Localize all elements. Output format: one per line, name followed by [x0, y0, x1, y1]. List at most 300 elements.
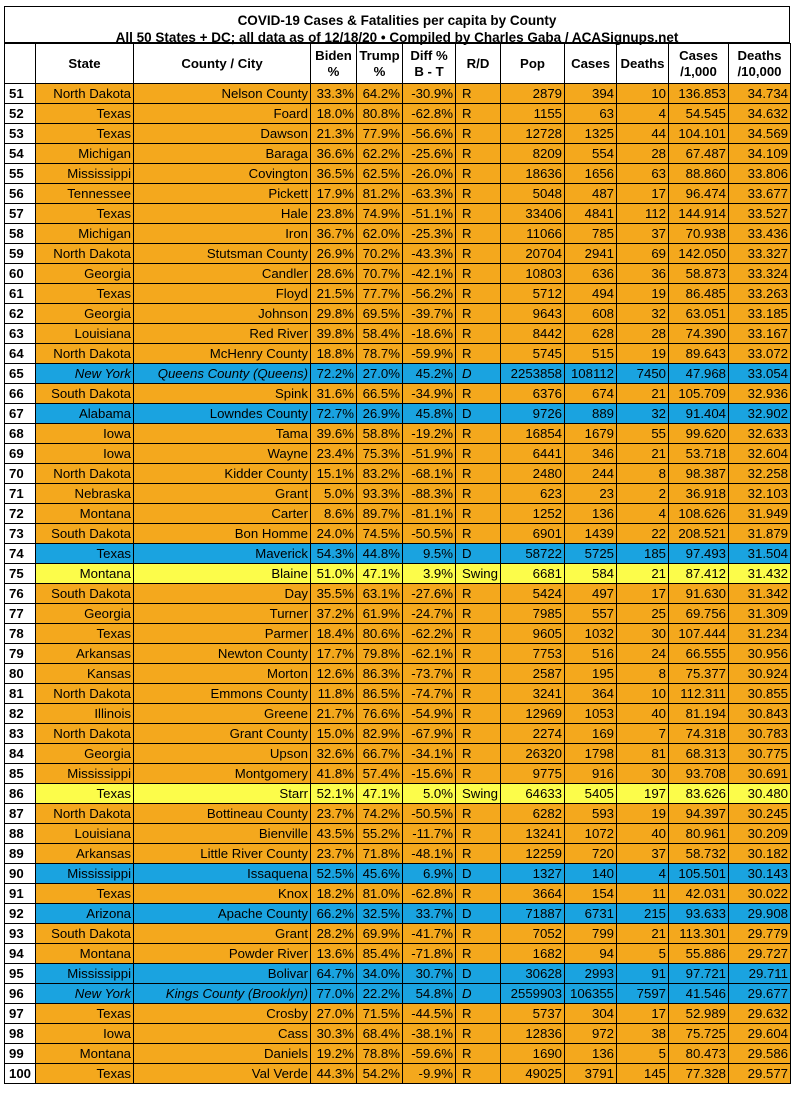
row-pop: 30628 [501, 964, 565, 984]
row-party: R [456, 844, 501, 864]
row-deaths-per-10000: 30.022 [729, 884, 791, 904]
row-party: R [456, 684, 501, 704]
row-pop: 11066 [501, 224, 565, 244]
row-pop: 3664 [501, 884, 565, 904]
row-state: Mississippi [36, 764, 134, 784]
row-county: Montgomery [134, 764, 311, 784]
row-deaths-per-10000: 32.902 [729, 404, 791, 424]
row-deaths-per-10000: 30.783 [729, 724, 791, 744]
row-diff-pct: -25.6% [403, 144, 456, 164]
row-party: R [456, 704, 501, 724]
row-state: Texas [36, 124, 134, 144]
row-rank: 51 [5, 84, 36, 104]
table-row [5, 1024, 791, 1044]
row-biden-pct: 66.2% [311, 904, 357, 924]
row-county: Apache County [134, 904, 311, 924]
row-cases: 3791 [565, 1064, 617, 1084]
row-state: Louisiana [36, 324, 134, 344]
row-deaths-per-10000: 30.956 [729, 644, 791, 664]
row-state: Montana [36, 1044, 134, 1064]
row-county: Day [134, 584, 311, 604]
row-state: Iowa [36, 444, 134, 464]
row-cases: 5405 [565, 784, 617, 804]
row-biden-pct: 18.2% [311, 884, 357, 904]
row-biden-pct: 77.0% [311, 984, 357, 1004]
row-county: Bon Homme [134, 524, 311, 544]
row-cases-per-1000: 74.390 [669, 324, 729, 344]
row-deaths: 37 [617, 224, 669, 244]
row-cases-per-1000: 55.886 [669, 944, 729, 964]
row-trump-pct: 54.2% [357, 1064, 403, 1084]
row-deaths-per-10000: 31.949 [729, 504, 791, 524]
row-cases-per-1000: 89.643 [669, 344, 729, 364]
table-row [5, 764, 791, 784]
row-deaths: 21 [617, 564, 669, 584]
table-row [5, 264, 791, 284]
row-diff-pct: -11.7% [403, 824, 456, 844]
row-party: D [456, 544, 501, 564]
row-deaths: 36 [617, 264, 669, 284]
row-party: R [456, 264, 501, 284]
row-biden-pct: 15.1% [311, 464, 357, 484]
row-deaths: 38 [617, 1024, 669, 1044]
table-row [5, 604, 791, 624]
row-diff-pct: 5.0% [403, 784, 456, 804]
row-diff-pct: -43.3% [403, 244, 456, 264]
row-state: Georgia [36, 744, 134, 764]
row-pop: 9605 [501, 624, 565, 644]
row-county: Hale [134, 204, 311, 224]
row-deaths-per-10000: 29.632 [729, 1004, 791, 1024]
row-cases-per-1000: 112.311 [669, 684, 729, 704]
row-deaths: 215 [617, 904, 669, 924]
row-trump-pct: 55.2% [357, 824, 403, 844]
row-biden-pct: 23.4% [311, 444, 357, 464]
row-cases-per-1000: 77.328 [669, 1064, 729, 1084]
table-row [5, 224, 791, 244]
row-party: R [456, 824, 501, 844]
row-deaths: 17 [617, 184, 669, 204]
row-deaths: 81 [617, 744, 669, 764]
row-pop: 2587 [501, 664, 565, 684]
row-rank: 95 [5, 964, 36, 984]
row-trump-pct: 71.8% [357, 844, 403, 864]
row-cases: 5725 [565, 544, 617, 564]
row-county: Bienville [134, 824, 311, 844]
row-trump-pct: 82.9% [357, 724, 403, 744]
row-pop: 5712 [501, 284, 565, 304]
row-party: R [456, 764, 501, 784]
row-state: Mississippi [36, 964, 134, 984]
row-pop: 12259 [501, 844, 565, 864]
row-diff-pct: -88.3% [403, 484, 456, 504]
row-county: Daniels [134, 1044, 311, 1064]
row-county: Parmer [134, 624, 311, 644]
table-row [5, 584, 791, 604]
row-deaths: 7 [617, 724, 669, 744]
row-deaths: 44 [617, 124, 669, 144]
row-state: Arkansas [36, 844, 134, 864]
row-state: North Dakota [36, 84, 134, 104]
header-diff: Diff % B - T [403, 44, 456, 84]
row-deaths-per-10000: 33.185 [729, 304, 791, 324]
row-trump-pct: 83.2% [357, 464, 403, 484]
row-state: Montana [36, 504, 134, 524]
row-cases-per-1000: 68.313 [669, 744, 729, 764]
row-rank: 93 [5, 924, 36, 944]
row-deaths-per-10000: 30.182 [729, 844, 791, 864]
row-biden-pct: 18.8% [311, 344, 357, 364]
row-state: Georgia [36, 604, 134, 624]
row-pop: 49025 [501, 1064, 565, 1084]
row-deaths-per-10000: 29.779 [729, 924, 791, 944]
row-biden-pct: 39.6% [311, 424, 357, 444]
row-trump-pct: 78.7% [357, 344, 403, 364]
row-cases: 593 [565, 804, 617, 824]
row-party: R [456, 1044, 501, 1064]
row-party: D [456, 984, 501, 1004]
row-biden-pct: 13.6% [311, 944, 357, 964]
row-deaths: 10 [617, 84, 669, 104]
row-biden-pct: 41.8% [311, 764, 357, 784]
row-deaths: 30 [617, 624, 669, 644]
row-party: R [456, 664, 501, 684]
row-trump-pct: 27.0% [357, 364, 403, 384]
row-pop: 10803 [501, 264, 565, 284]
row-cases-per-1000: 41.546 [669, 984, 729, 1004]
row-county: Knox [134, 884, 311, 904]
row-cases-per-1000: 75.377 [669, 664, 729, 684]
row-party: R [456, 804, 501, 824]
row-county: Bottineau County [134, 804, 311, 824]
row-diff-pct: -27.6% [403, 584, 456, 604]
row-rank: 79 [5, 644, 36, 664]
row-rank: 96 [5, 984, 36, 1004]
row-deaths: 19 [617, 804, 669, 824]
row-biden-pct: 72.2% [311, 364, 357, 384]
row-cases-per-1000: 42.031 [669, 884, 729, 904]
row-trump-pct: 77.7% [357, 284, 403, 304]
row-state: South Dakota [36, 924, 134, 944]
row-deaths-per-10000: 33.436 [729, 224, 791, 244]
row-party: R [456, 1064, 501, 1084]
row-pop: 7753 [501, 644, 565, 664]
row-party: R [456, 204, 501, 224]
row-diff-pct: -68.1% [403, 464, 456, 484]
table-row [5, 964, 791, 984]
row-biden-pct: 52.5% [311, 864, 357, 884]
row-cases: 1325 [565, 124, 617, 144]
row-deaths-per-10000: 34.109 [729, 144, 791, 164]
row-county: Red River [134, 324, 311, 344]
row-trump-pct: 74.2% [357, 804, 403, 824]
row-cases-per-1000: 91.630 [669, 584, 729, 604]
row-pop: 18636 [501, 164, 565, 184]
row-deaths: 28 [617, 144, 669, 164]
row-deaths-per-10000: 30.855 [729, 684, 791, 704]
row-rank: 70 [5, 464, 36, 484]
row-biden-pct: 28.6% [311, 264, 357, 284]
row-deaths: 4 [617, 864, 669, 884]
row-county: Cass [134, 1024, 311, 1044]
row-rank: 60 [5, 264, 36, 284]
header-cases-per-1000: Cases /1,000 [669, 44, 729, 84]
row-diff-pct: -62.8% [403, 884, 456, 904]
row-party: D [456, 364, 501, 384]
row-deaths-per-10000: 32.258 [729, 464, 791, 484]
row-biden-pct: 37.2% [311, 604, 357, 624]
row-pop: 2253858 [501, 364, 565, 384]
row-cases-per-1000: 93.633 [669, 904, 729, 924]
row-deaths: 8 [617, 664, 669, 684]
table-row [5, 904, 791, 924]
row-county: Crosby [134, 1004, 311, 1024]
row-pop: 6441 [501, 444, 565, 464]
table-row [5, 184, 791, 204]
row-pop: 5737 [501, 1004, 565, 1024]
row-rank: 85 [5, 764, 36, 784]
table-row [5, 484, 791, 504]
row-pop: 5424 [501, 584, 565, 604]
row-cases: 2993 [565, 964, 617, 984]
row-state: Tennessee [36, 184, 134, 204]
row-party: R [456, 324, 501, 344]
row-county: McHenry County [134, 344, 311, 364]
row-cases-per-1000: 94.397 [669, 804, 729, 824]
row-rank: 73 [5, 524, 36, 544]
row-biden-pct: 8.6% [311, 504, 357, 524]
row-rank: 77 [5, 604, 36, 624]
row-party: R [456, 1004, 501, 1024]
row-county: Powder River [134, 944, 311, 964]
table-row [5, 1004, 791, 1024]
row-state: Texas [36, 624, 134, 644]
row-state: Texas [36, 884, 134, 904]
row-state: Alabama [36, 404, 134, 424]
row-biden-pct: 52.1% [311, 784, 357, 804]
row-diff-pct: -25.3% [403, 224, 456, 244]
row-state: Montana [36, 944, 134, 964]
row-rank: 91 [5, 884, 36, 904]
row-diff-pct: -56.2% [403, 284, 456, 304]
row-cases-per-1000: 104.101 [669, 124, 729, 144]
row-party: R [456, 384, 501, 404]
row-county: Newton County [134, 644, 311, 664]
row-deaths: 185 [617, 544, 669, 564]
row-county: Bolivar [134, 964, 311, 984]
row-deaths-per-10000: 33.054 [729, 364, 791, 384]
row-diff-pct: 45.8% [403, 404, 456, 424]
row-party: R [456, 484, 501, 504]
row-deaths: 11 [617, 884, 669, 904]
row-cases: 1053 [565, 704, 617, 724]
row-cases-per-1000: 54.545 [669, 104, 729, 124]
row-deaths-per-10000: 29.677 [729, 984, 791, 1004]
table-row [5, 104, 791, 124]
row-diff-pct: -59.6% [403, 1044, 456, 1064]
row-party: D [456, 864, 501, 884]
row-pop: 1327 [501, 864, 565, 884]
row-biden-pct: 32.6% [311, 744, 357, 764]
row-cases: 136 [565, 504, 617, 524]
table-row [5, 664, 791, 684]
row-trump-pct: 85.4% [357, 944, 403, 964]
row-county: Johnson [134, 304, 311, 324]
row-party: R [456, 604, 501, 624]
row-diff-pct: -50.5% [403, 524, 456, 544]
row-deaths-per-10000: 33.324 [729, 264, 791, 284]
row-deaths-per-10000: 30.691 [729, 764, 791, 784]
row-rank: 62 [5, 304, 36, 324]
row-rank: 69 [5, 444, 36, 464]
row-cases-per-1000: 88.860 [669, 164, 729, 184]
row-rank: 64 [5, 344, 36, 364]
row-state: Texas [36, 1004, 134, 1024]
row-biden-pct: 28.2% [311, 924, 357, 944]
table-row [5, 424, 791, 444]
row-county: Grant County [134, 724, 311, 744]
row-rank: 99 [5, 1044, 36, 1064]
row-trump-pct: 81.0% [357, 884, 403, 904]
row-deaths-per-10000: 32.604 [729, 444, 791, 464]
table-row [5, 644, 791, 664]
row-cases-per-1000: 98.387 [669, 464, 729, 484]
table-title [4, 6, 790, 43]
row-rank: 54 [5, 144, 36, 164]
row-cases-per-1000: 142.050 [669, 244, 729, 264]
row-cases-per-1000: 113.301 [669, 924, 729, 944]
row-deaths-per-10000: 30.924 [729, 664, 791, 684]
row-deaths: 21 [617, 384, 669, 404]
row-biden-pct: 26.9% [311, 244, 357, 264]
row-pop: 1682 [501, 944, 565, 964]
row-cases-per-1000: 83.626 [669, 784, 729, 804]
row-party: R [456, 884, 501, 904]
row-cases-per-1000: 208.521 [669, 524, 729, 544]
row-state: North Dakota [36, 244, 134, 264]
row-pop: 12728 [501, 124, 565, 144]
row-biden-pct: 27.0% [311, 1004, 357, 1024]
row-diff-pct: -30.9% [403, 84, 456, 104]
row-county: Kings County (Brooklyn) [134, 984, 311, 1004]
row-cases: 106355 [565, 984, 617, 1004]
row-deaths: 19 [617, 284, 669, 304]
table-row [5, 844, 791, 864]
row-deaths: 7597 [617, 984, 669, 1004]
row-deaths-per-10000: 30.843 [729, 704, 791, 724]
row-pop: 58722 [501, 544, 565, 564]
row-trump-pct: 86.3% [357, 664, 403, 684]
row-diff-pct: 54.8% [403, 984, 456, 1004]
row-rank: 61 [5, 284, 36, 304]
row-cases-per-1000: 66.555 [669, 644, 729, 664]
row-diff-pct: -59.9% [403, 344, 456, 364]
table-row [5, 784, 791, 804]
row-trump-pct: 26.9% [357, 404, 403, 424]
row-deaths: 197 [617, 784, 669, 804]
row-cases-per-1000: 47.968 [669, 364, 729, 384]
table-row [5, 284, 791, 304]
row-deaths-per-10000: 34.632 [729, 104, 791, 124]
row-deaths: 30 [617, 764, 669, 784]
row-pop: 2879 [501, 84, 565, 104]
header-cases: Cases [565, 44, 617, 84]
row-pop: 6282 [501, 804, 565, 824]
header-trump: Trump % [357, 44, 403, 84]
row-rank: 75 [5, 564, 36, 584]
row-trump-pct: 75.3% [357, 444, 403, 464]
row-rank: 66 [5, 384, 36, 404]
row-cases: 1072 [565, 824, 617, 844]
header-deaths-per-10000: Deaths /10,000 [729, 44, 791, 84]
row-cases-per-1000: 80.473 [669, 1044, 729, 1064]
row-cases-per-1000: 99.620 [669, 424, 729, 444]
row-deaths: 63 [617, 164, 669, 184]
row-cases: 136 [565, 1044, 617, 1064]
table-body [5, 84, 791, 1084]
row-party: R [456, 724, 501, 744]
row-diff-pct: -51.9% [403, 444, 456, 464]
row-cases-per-1000: 105.709 [669, 384, 729, 404]
row-biden-pct: 44.3% [311, 1064, 357, 1084]
row-trump-pct: 81.2% [357, 184, 403, 204]
table-row [5, 544, 791, 564]
row-diff-pct: -81.1% [403, 504, 456, 524]
row-diff-pct: -19.2% [403, 424, 456, 444]
table-row [5, 304, 791, 324]
table-row [5, 504, 791, 524]
row-deaths-per-10000: 33.263 [729, 284, 791, 304]
row-state: North Dakota [36, 724, 134, 744]
row-pop: 623 [501, 484, 565, 504]
table-row [5, 804, 791, 824]
row-trump-pct: 62.2% [357, 144, 403, 164]
row-trump-pct: 78.8% [357, 1044, 403, 1064]
row-diff-pct: -62.8% [403, 104, 456, 124]
row-trump-pct: 34.0% [357, 964, 403, 984]
table-row [5, 704, 791, 724]
row-rank: 74 [5, 544, 36, 564]
row-deaths-per-10000: 29.727 [729, 944, 791, 964]
row-deaths-per-10000: 30.775 [729, 744, 791, 764]
row-state: Illinois [36, 704, 134, 724]
row-deaths: 19 [617, 344, 669, 364]
row-county: Emmons County [134, 684, 311, 704]
row-deaths-per-10000: 32.936 [729, 384, 791, 404]
row-state: Georgia [36, 264, 134, 284]
row-trump-pct: 47.1% [357, 784, 403, 804]
row-deaths-per-10000: 29.586 [729, 1044, 791, 1064]
row-party: R [456, 524, 501, 544]
row-rank: 68 [5, 424, 36, 444]
row-party: R [456, 584, 501, 604]
row-deaths-per-10000: 33.677 [729, 184, 791, 204]
table-row [5, 864, 791, 884]
row-trump-pct: 68.4% [357, 1024, 403, 1044]
row-cases: 889 [565, 404, 617, 424]
row-cases: 244 [565, 464, 617, 484]
row-rank: 83 [5, 724, 36, 744]
row-biden-pct: 29.8% [311, 304, 357, 324]
row-biden-pct: 23.7% [311, 844, 357, 864]
row-deaths: 37 [617, 844, 669, 864]
row-cases: 487 [565, 184, 617, 204]
row-deaths: 69 [617, 244, 669, 264]
row-pop: 26320 [501, 744, 565, 764]
row-deaths: 17 [617, 584, 669, 604]
row-rank: 59 [5, 244, 36, 264]
row-diff-pct: -38.1% [403, 1024, 456, 1044]
